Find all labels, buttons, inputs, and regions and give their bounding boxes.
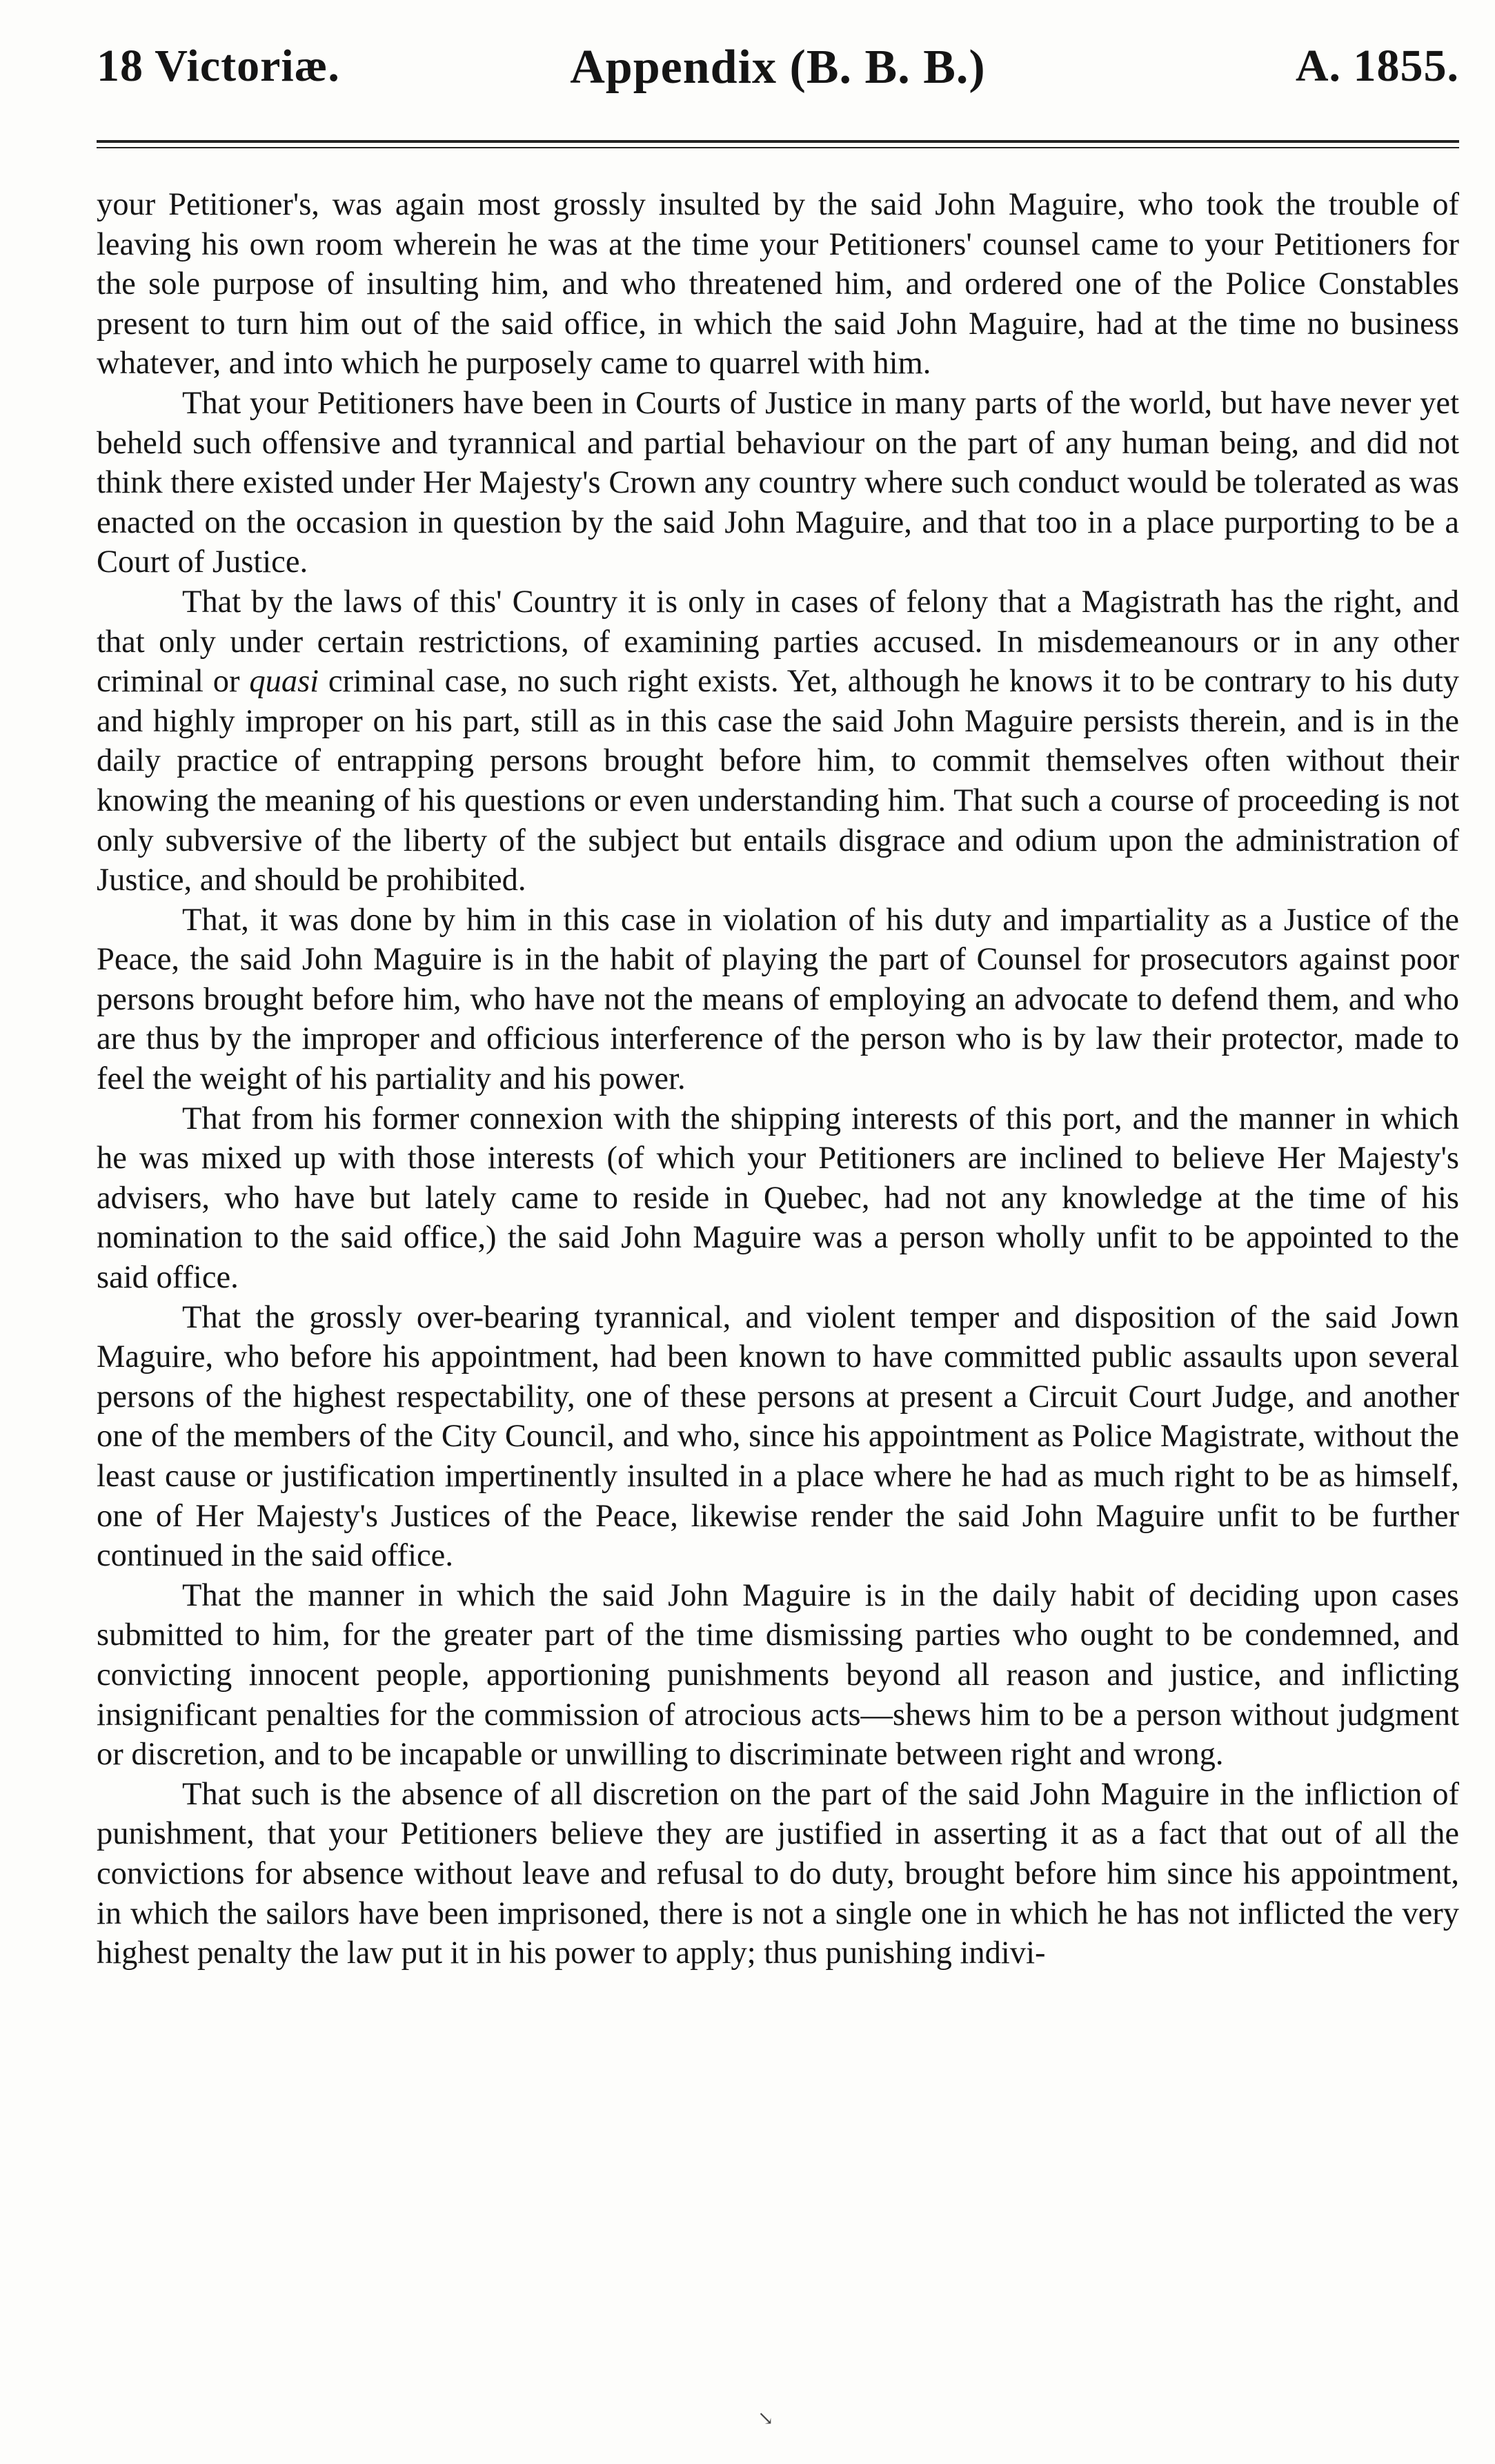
paragraph-shipping-interests: That from his former connexion with the shipping interests of this port, and the manner in which he was mixed up with those interests (of which your Petitioners are inclined to believe Her Majesty's advisers, who have but lately came to reside in Quebec, had not any knowledge at the time of his nomination to the said office,) the said John Maguire was a person wholly unfit to be appointed to the said office. — [97, 1101, 1459, 1296]
paragraph-impartiality: That, it was done by him in this case in violation of his duty and impartiality as a Justice of the Peace, the said John Maguire is in the habit of playing the part of Counsel for prosecutors against poor persons brought before him, who have not the means of employing an advocate to defend them, and who are thus by the improper and officious interference of the person who is by law their protector, made to feel the weight of his partiality and his power. — [97, 902, 1459, 1097]
header-year: A. 1855. — [1295, 41, 1459, 91]
printer-mark-icon: ↘ — [758, 2408, 774, 2429]
header-appendix-title: Appendix (B. B. B.) — [570, 41, 986, 94]
paragraph-violent-temper: That the grossly over-bearing tyrannical, and violent temper and disposition of the said Jown Maguire, who before his appointment, had been known to have committed public assaults upon several persons of the highest respectability, one of these persons at present a Circuit Court Judge, and another one of the members of the City Council, and who, since his appointment as Police Magistrate, without the least cause or justification impertinently insulted in a place where he had as much right to be as himself, one of Her Majesty's Justices of the Peace, likewise render the said John Maguire unfit to be further continued in the said office. — [97, 1299, 1459, 1574]
page-header — [97, 40, 1459, 116]
paragraph-laws-of-country — [97, 582, 1459, 900]
paragraph-laws-text-after: criminal case, no such right exists. Yet, although he knows it to be contrary to his duty and highly improper on his part, still as in this case the said John Maguire persists therein, and is in the daily practice of entrapping persons brought before him, to commit themselves often without their knowing the meaning of his questions or even understanding him. That such a course of proceeding is not only subversive of the liberty of the subject but entails disgrace and odium upon the administration of Justice, and should be prohibited. — [97, 664, 1459, 898]
paragraph-laws-italic-term: quasi — [249, 664, 319, 700]
paragraph-courts-of-justice: That your Petitioners have been in Courts of Justice in many parts of the world, but have never yet beheld such offensive and tyrannical and partial behaviour on the part of any human being, and did not think there existed under Her Majesty's Crown any country where such conduct would be tolerated as was enacted on the occasion in question by the said John Maguire, and that too in a place purporting to be a Court of Justice. — [97, 385, 1459, 580]
header-rule-thick — [97, 140, 1459, 143]
header-rule-thin — [97, 147, 1459, 148]
paragraph-continuation: your Petitioner's, was again most grossly insulted by the said John Maguire, who took the trouble of leaving his own room wherein he was at the time your Petitioners' counsel came to your Petitioners for the sole purpose of insulting him, and who threatened him, and ordered one of the Police Constables present to turn him out of the said office, in which the said John Maguire, had at the time no business whatever, and into which he purposely came to quarrel with him. — [97, 187, 1459, 382]
header-session: 18 Victoriæ. — [97, 41, 340, 91]
paragraph-daily-habit: That the manner in which the said John Maguire is in the daily habit of deciding upon cases submitted to him, for the greater part of the time dismissing parties who ought to be condemned, and convicting innocent people, apportioning punishments beyond all reason and justice, and inflicting insignificant penalties for the commission of atrocious acts—shews him to be a person without judgment or discretion, and to be incapable or unwilling to discriminate between right and wrong. — [97, 1577, 1459, 1773]
paragraph-laws-text-before: That by the laws of this' Country it is only in cases of felony that a Magistrath has the right, and that only under certain restrictions, of examining parties accused. In misdemeanours or in any other criminal or — [97, 584, 1459, 700]
paragraph-absence-of-discretion: That such is the absence of all discretion on the part of the said John Maguire in the infliction of punishment, that your Petitioners believe they are justified in asserting it as a fact that out of all the convictions for absence without leave and refusal to do duty, brought before him since his appointment, in which the sailors have been imprisoned, there is not a single one in which he has not inflicted the very highest penalty the law put it in his power to apply; thus punishing indivi- — [97, 1776, 1459, 1971]
petition-body — [97, 185, 1459, 1973]
